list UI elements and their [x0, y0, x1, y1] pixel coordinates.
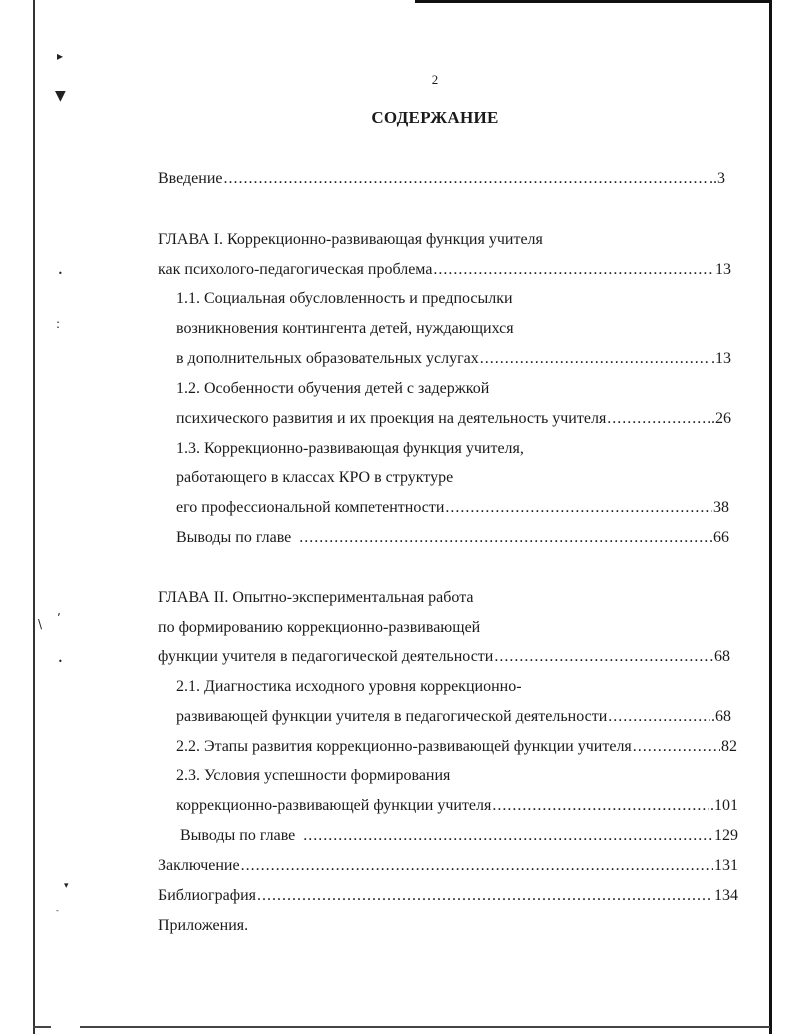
- toc-section-text: 2.2. Этапы развития коррекционно-развивающей функции учителя: [176, 738, 632, 755]
- toc-section-1-1-line3: [176, 348, 731, 370]
- scan-border-bottom-left: [33, 1026, 51, 1028]
- toc-section-text: 2.3. Условия успешности формирования: [176, 767, 451, 784]
- toc-entry-appendices: [158, 915, 248, 937]
- toc-section-1-2-line1: [176, 378, 489, 400]
- toc-page-number: .66: [709, 529, 729, 546]
- toc-page-number: ..3: [709, 170, 725, 187]
- page-title: СОДЕРЖАНИЕ: [371, 108, 499, 127]
- toc-page-number: .26: [711, 410, 731, 427]
- scan-border-right: [769, 0, 772, 1034]
- toc-section-1-3-line2: [176, 467, 453, 489]
- scan-speck: ʼ: [57, 611, 61, 625]
- dot-leader: [303, 825, 713, 847]
- toc-section-text: 2.1. Диагностика исходного уровня коррекционно-: [176, 678, 522, 695]
- scan-speck: ▼: [55, 88, 66, 104]
- dot-leader: [433, 259, 714, 281]
- toc-section-text: 1.2. Особенности обучения детей с задержкой: [176, 380, 490, 397]
- dot-leader: [241, 855, 713, 877]
- dot-leader: [608, 706, 710, 728]
- page-number: 2: [431, 72, 439, 87]
- toc-chapter-text: как психолого-педагогическая проблема: [158, 261, 433, 278]
- dot-leader: [633, 736, 720, 758]
- toc-section-2-3-line2: [176, 795, 738, 817]
- toc-section-text: возникновения контингента детей, нуждающихся: [176, 320, 514, 337]
- toc-page-number: 68: [714, 648, 730, 665]
- toc-entry-conclusion: [158, 855, 738, 877]
- toc-section-1-1-line2: [176, 318, 514, 340]
- toc-page-number: 13: [715, 261, 731, 278]
- toc-page-number: 131: [714, 857, 738, 874]
- toc-chapter-text: ГЛАВА II. Опытно-экспериментальная работа: [158, 589, 474, 606]
- toc-section-2-1-line2: [176, 706, 731, 728]
- scan-speck: :: [56, 317, 61, 331]
- dot-leader: [480, 348, 710, 370]
- toc-entry-text: Заключение: [158, 857, 240, 874]
- toc-section-1-3-line1: [176, 438, 524, 460]
- toc-chapter-text: ГЛАВА I. Коррекционно-развивающая функция учителя: [158, 231, 543, 248]
- toc-chapter-text: функции учителя в педагогической деятельности: [158, 648, 494, 665]
- scan-border-left: [33, 0, 35, 1034]
- dot-leader: [257, 885, 713, 907]
- toc-chapter-2-line3: [158, 646, 730, 668]
- toc-conclusions-2: [180, 825, 738, 847]
- toc-section-1-2-line2: [176, 408, 731, 430]
- toc-section-text: его профессиональной компетентности: [176, 499, 445, 516]
- dot-leader: [224, 168, 709, 190]
- toc-entry-text: Введение: [158, 170, 223, 187]
- dot-leader: [299, 527, 708, 549]
- toc-chapter-1-line2: [158, 259, 731, 281]
- scan-speck: ▸: [57, 49, 64, 63]
- toc-page-number: 38: [713, 499, 729, 516]
- toc-page-number: .101: [710, 797, 738, 814]
- dot-leader: [607, 408, 710, 430]
- toc-section-text: 1.3. Коррекционно-развивающая функция учителя,: [176, 440, 524, 457]
- scan-border-top: [415, 0, 770, 3]
- toc-conclusions-1: [176, 527, 729, 549]
- dot-leader: [445, 497, 712, 519]
- toc-section-1-3-line3: [176, 497, 729, 519]
- toc-page-number: 134: [714, 887, 738, 904]
- toc-section-2-1-line1: [176, 676, 522, 698]
- toc-chapter-1-line1: [158, 229, 543, 251]
- toc-section-text: психического развития и их проекция на деятельность учителя: [176, 410, 607, 427]
- toc-entry-text: Библиография: [158, 887, 256, 904]
- toc-section-2-3-line1: [176, 765, 450, 787]
- scan-speck: -: [56, 906, 59, 915]
- dot-leader: [492, 795, 709, 817]
- toc-section-text: Выводы по главе: [180, 827, 296, 844]
- toc-section-text: коррекционно-развивающей функции учителя: [176, 797, 492, 814]
- dot-leader: [494, 646, 713, 668]
- toc-section-2-2: [176, 736, 737, 758]
- toc-section-text: в дополнительных образовательных услугах: [176, 350, 479, 367]
- toc-page-number: 82: [721, 738, 737, 755]
- toc-section-1-1-line1: [176, 288, 513, 310]
- scan-speck: ▾: [64, 881, 69, 891]
- toc-chapter-text: по формированию коррекционно-развивающей: [158, 619, 481, 636]
- toc-chapter-2-line2: [158, 617, 480, 639]
- scan-speck: •: [58, 269, 63, 278]
- toc-chapter-2-line1: [158, 587, 474, 609]
- toc-page-number: .13: [711, 350, 731, 367]
- toc-entry-intro: [158, 168, 725, 190]
- toc-section-text: работающего в классах КРО в структуре: [176, 469, 454, 486]
- scan-speck: \: [38, 617, 43, 631]
- toc-section-text: развивающей функции учителя в педагогической деятельности: [176, 708, 608, 725]
- toc-page-number: 129: [714, 827, 738, 844]
- toc-entry-text: Приложения.: [158, 917, 249, 934]
- scan-speck: •: [58, 657, 63, 666]
- toc-entry-bibliography: [158, 885, 738, 907]
- toc-section-text: 1.1. Социальная обусловленность и предпосылки: [176, 290, 513, 307]
- toc-page-number: .68: [711, 708, 731, 725]
- scan-border-bottom: [80, 1026, 770, 1028]
- toc-section-text: Выводы по главе: [176, 529, 292, 546]
